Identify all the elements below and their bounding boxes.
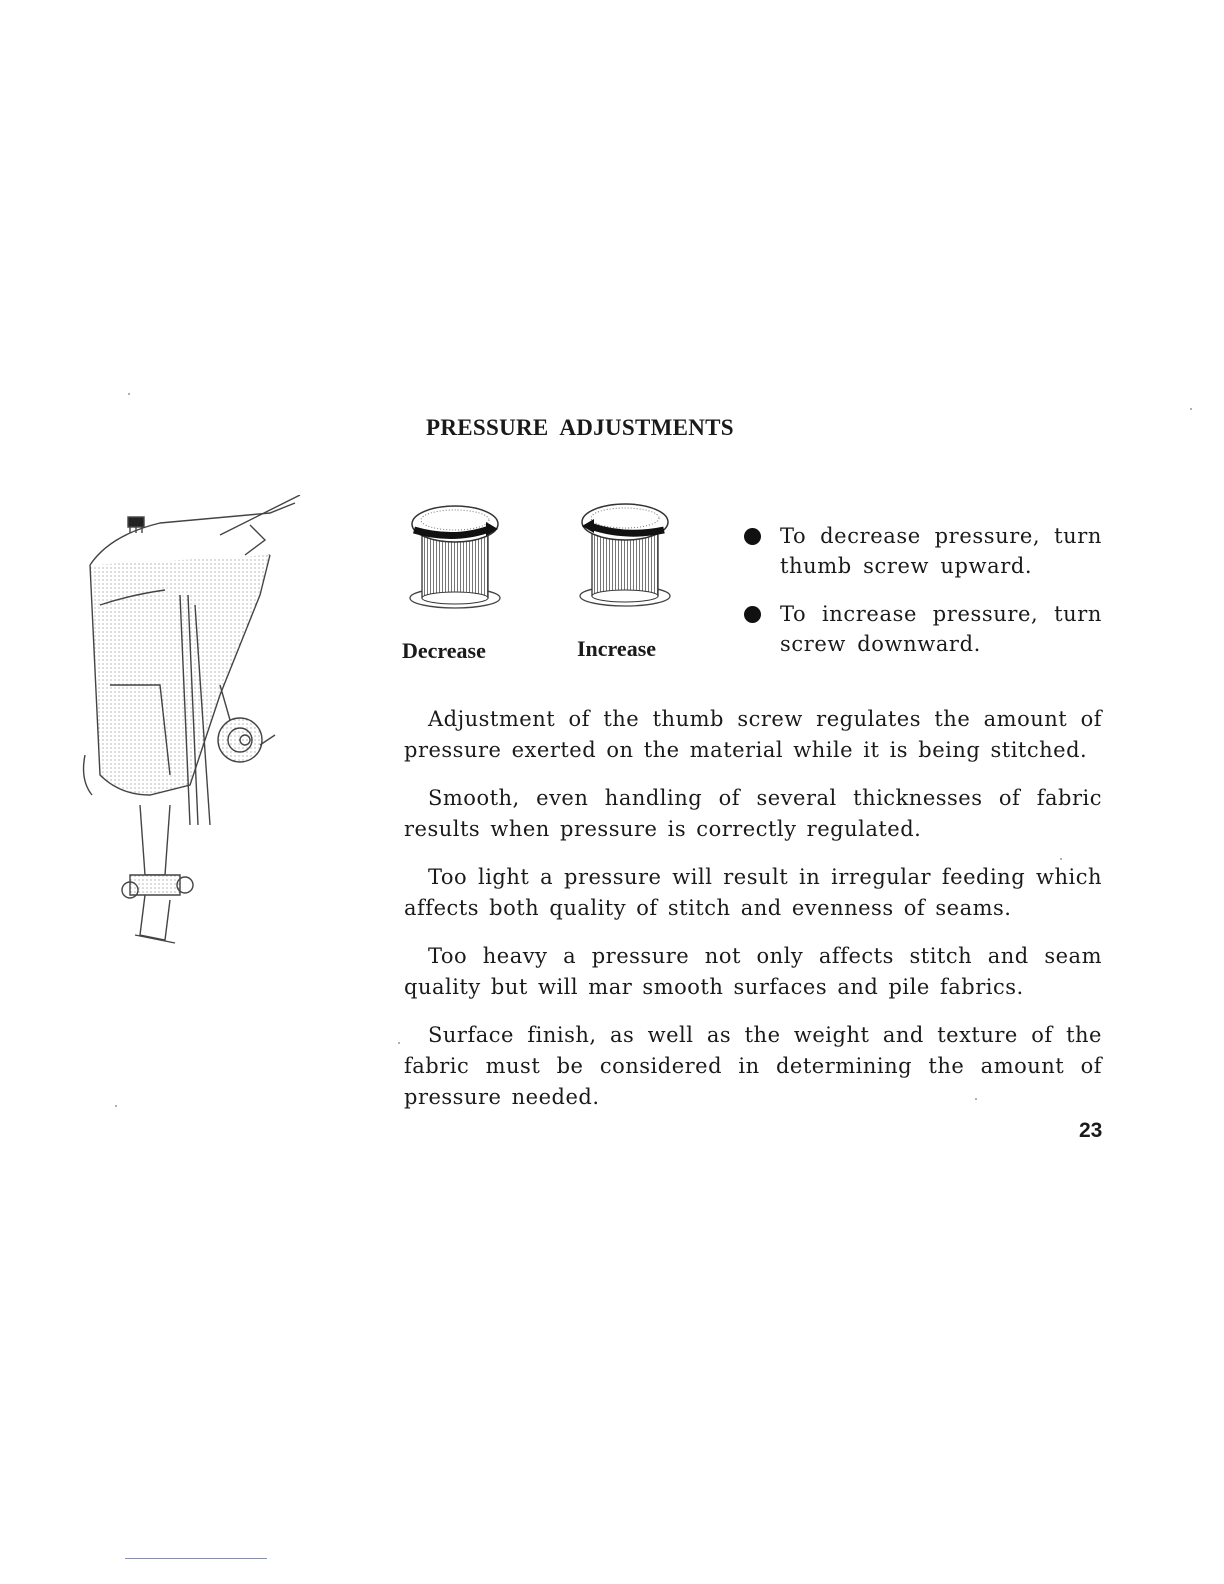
scan-speck — [398, 1042, 400, 1044]
sewing-machine-illustration — [70, 495, 310, 965]
bullet-dot — [744, 606, 761, 623]
thumb-screw-increase-icon — [570, 496, 680, 611]
list-item — [742, 521, 1102, 581]
paragraph: Smooth, even handling of several thicknesses of fabric results when pressure is correctly regulated. — [404, 786, 1102, 841]
scan-speck — [1060, 858, 1062, 860]
paragraph: Surface finish, as well as the weight and texture of the fabric must be considered in determining the amount of pressure needed. — [404, 1023, 1102, 1109]
bullet-text-increase: To increase pressure, turn screw downward. — [780, 602, 1102, 656]
page-title: PRESSURE ADJUSTMENTS — [426, 415, 734, 440]
scan-speck — [1190, 408, 1192, 410]
body-text — [404, 704, 1102, 1130]
paragraph: Adjustment of the thumb screw regulates the amount of pressure exerted on the material while it is being stitched. — [404, 707, 1102, 762]
page-number: 23 — [1079, 1119, 1103, 1142]
thumb-screw-decrease-icon — [400, 498, 510, 613]
scan-speck — [115, 1105, 117, 1107]
instruction-list — [742, 521, 1102, 677]
bullet-dot — [744, 528, 761, 545]
list-item — [742, 599, 1102, 659]
scan-speck — [128, 393, 130, 395]
paragraph: Too light a pressure will result in irregular feeding which affects both quality of stitch and evenness of seams. — [404, 865, 1102, 920]
footer-rule — [125, 1558, 267, 1559]
paragraph: Too heavy a pressure not only affects stitch and seam quality but will mar smooth surfaces and pile fabrics. — [404, 944, 1102, 999]
bullet-text-decrease: To decrease pressure, turn thumb screw upward. — [780, 524, 1102, 578]
increase-caption: Increase — [577, 636, 657, 661]
scan-speck — [975, 1098, 977, 1100]
decrease-caption: Decrease — [402, 638, 486, 663]
